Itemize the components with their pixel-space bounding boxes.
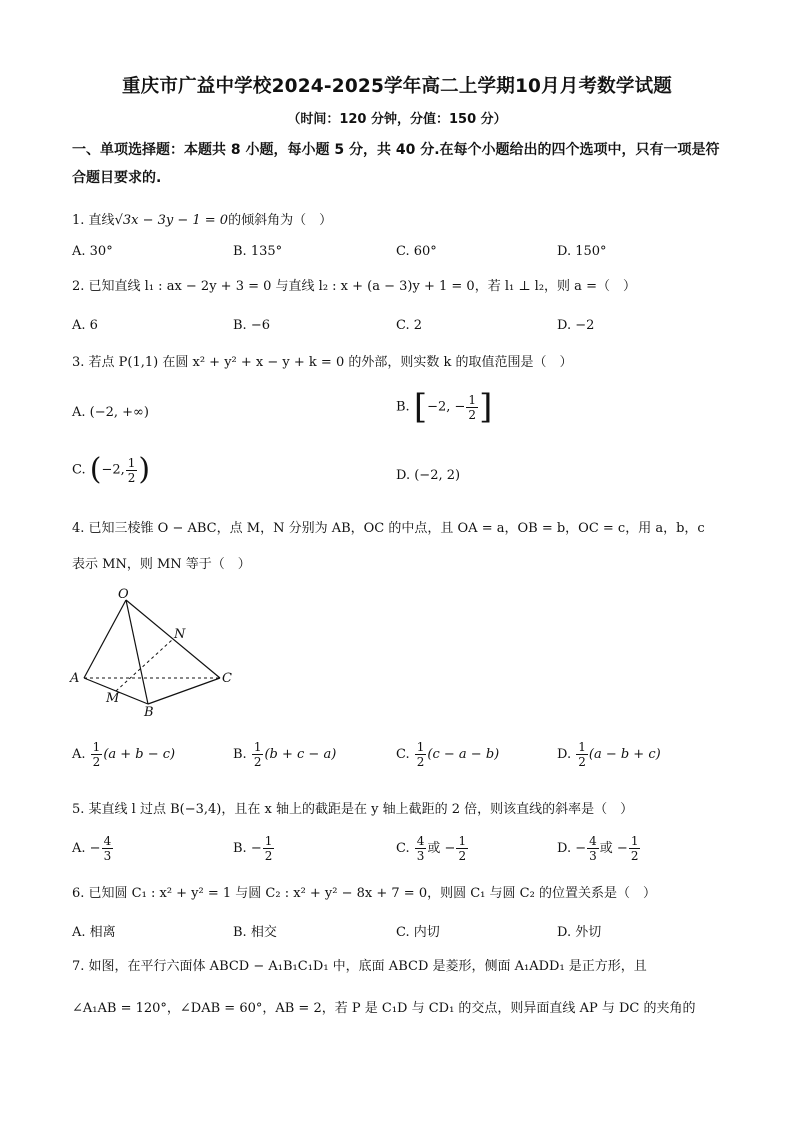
question-7-line2: ∠A₁AB = 120°，∠DAB = 60°，AB = 2，若 P 是 C₁D 与 CD₁ 的交点，则异面直线 AP 与 DC 的夹角的 <box>72 1001 696 1016</box>
option-a: A. 30° <box>72 244 113 259</box>
option-b: B. 135° <box>233 244 283 259</box>
option-c: C. (−2, $\frac{1}{2}$ ) <box>72 452 151 487</box>
question-4-line2: 表示 MN，则 MN 等于（ ） <box>72 557 251 572</box>
label-b: B <box>144 705 154 720</box>
question-text: 若点 P(1,1) 在圆 x² + y² + x − y + k = 0 的外部，则实数 k 的取值范围是（ ） <box>88 355 573 370</box>
label-c: C <box>222 671 232 686</box>
question-text-post: 的倾斜角为（ ） <box>228 213 333 228</box>
question-number: 7. <box>72 959 85 974</box>
label-a: A <box>70 671 80 686</box>
option-c: C. 2 <box>396 318 423 333</box>
question-1 <box>72 212 332 230</box>
question-2 <box>72 278 636 296</box>
option-d: D. −2 <box>557 318 595 333</box>
question-number: 5. <box>72 802 85 817</box>
option-d: D. $\frac{1}{2}$ (a − b + c) <box>557 740 661 769</box>
question-text: 已知直线 l₁ : ax − 2y + 3 = 0 与直线 l₂ : x + (a − 3)y + 1 = 0，若 l₁ ⊥ l₂，则 a =（ ） <box>88 279 636 294</box>
question-text-line1: 如图，在平行六面体 ABCD − A₁B₁C₁D₁ 中，底面 ABCD 是菱形，侧面 A₁ADD₁ 是正方形，且 <box>88 959 647 974</box>
option-a: A. (−2, +∞) <box>72 405 149 420</box>
option-a: A. − $\frac{4}{3}$ <box>72 834 112 863</box>
option-a: A. 相离 <box>72 925 116 940</box>
tetrahedron-figure <box>66 584 246 720</box>
question-4 <box>72 520 705 538</box>
question-number: 2. <box>72 279 85 294</box>
segment-mn <box>116 639 173 691</box>
question-7 <box>72 958 647 976</box>
option-a: A. 6 <box>72 318 98 333</box>
label-m: M <box>106 691 120 706</box>
equation: √3x − 3y − 1 = 0 <box>114 213 229 228</box>
option-c: C. 60° <box>396 244 437 259</box>
question-text-line1: 已知三棱锥 O − ABC，点 M，N 分别为 AB，OC 的中点，且 OA = a，OB = b，OC = c，用 a，b，c <box>88 521 705 536</box>
option-d: D. (−2, 2) <box>396 468 461 483</box>
question-number: 4. <box>72 521 85 536</box>
option-a: A. $\frac{1}{2}$ (a + b − c) <box>72 740 176 769</box>
question-text-pre: 直线 <box>88 213 115 228</box>
question-number: 1. <box>72 213 85 228</box>
question-number: 3. <box>72 355 85 370</box>
option-d: D. 150° <box>557 244 607 259</box>
edge-oa <box>84 600 126 678</box>
question-text: 某直线 l 过点 B(−3,4)，且在 x 轴上的截距是在 y 轴上截距的 2 倍，则该直线的斜率是（ ） <box>88 802 634 817</box>
option-b: B. −6 <box>233 318 270 333</box>
exam-title: 重庆市广益中学校2024-2025学年高二上学期10月月考数学试题 <box>121 76 672 97</box>
option-c: C. $\frac{4}{3}$ 或 − $\frac{1}{2}$ <box>396 834 467 863</box>
option-b: B. $\frac{1}{2}$ (b + c − a) <box>233 740 337 769</box>
option-d: D. − $\frac{4}{3}$ 或 − $\frac{1}{2}$ <box>557 834 639 863</box>
option-d: D. 外切 <box>557 925 602 940</box>
question-5 <box>72 801 633 819</box>
edge-bc <box>148 678 220 704</box>
section-heading: 一、单项选择题：本题共 8 小题，每小题 5 分，共 40 分.在每个小题给出的四个选项中，只有一项是符合题目要求的. <box>72 142 720 186</box>
option-c: C. 内切 <box>396 925 440 940</box>
exam-subtitle: （时间：120 分钟，分值：150 分） <box>287 112 507 127</box>
option-c: C. $\frac{1}{2}$ (c − a − b) <box>396 740 500 769</box>
option-b: B. 相交 <box>233 925 277 940</box>
question-3 <box>72 354 573 372</box>
option-b: B. [−2, − $\frac{1}{2}$ ] <box>396 387 493 427</box>
option-b: B. − $\frac{1}{2}$ <box>233 834 273 863</box>
question-text: 已知圆 C₁ : x² + y² = 1 与圆 C₂ : x² + y² − 8x + 7 = 0，则圆 C₁ 与圆 C₂ 的位置关系是（ ） <box>88 886 656 901</box>
question-number: 6. <box>72 886 85 901</box>
question-6 <box>72 885 656 903</box>
label-o: O <box>118 587 129 602</box>
label-n: N <box>174 627 186 642</box>
